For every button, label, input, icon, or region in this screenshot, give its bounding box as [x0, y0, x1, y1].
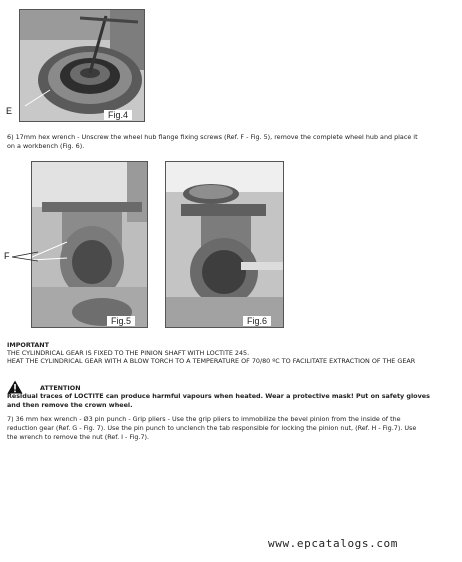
wheel-hub-on-workbench-illustration	[166, 162, 284, 328]
figure-6-caption: Fig.6	[243, 316, 271, 326]
callout-e: E	[6, 106, 13, 116]
callout-f-leaders	[8, 251, 38, 263]
figure-5-photo	[31, 161, 148, 328]
figure-6-photo	[165, 161, 284, 328]
figure-5-caption: Fig.5	[107, 316, 135, 326]
wheel-hub-illustration	[20, 10, 145, 122]
attention-title: ATTENTION	[40, 384, 81, 392]
callout-f: F	[4, 251, 10, 261]
website-watermark: www.epcatalogs.com	[268, 537, 399, 550]
attention-line1: Residual traces of LOCTITE can produce harmful vapours when heated. Wear a protective mask! Put on safety gloves	[7, 392, 430, 400]
step7-line2: reduction gear (Ref. G - Fig. 7). Use the pin punch to unclench the tab responsible for locking the pinion nut, (Ref. H - Fig.7). Use	[7, 424, 417, 432]
figure-4-caption: Fig.4	[104, 110, 132, 120]
step7-line3: the wrench to remove the nut (Ref. I - Fig.7).	[7, 433, 150, 441]
step6-line1: 6) 17mm hex wrench - Unscrew the wheel hub flange fixing screws (Ref. F - Fig. 5), remove the complete wheel hub and place it	[7, 133, 418, 141]
step7-line1: 7) 36 mm hex wrench - Ø3 pin punch - Grip pliers - Use the grip pliers to immobilize the bevel pinion from the inside of the	[7, 415, 401, 423]
figure-4-photo	[19, 9, 145, 122]
important-line1: THE CYLINDRICAL GEAR IS FIXED TO THE PINION SHAFT WITH LOCTITE 245.	[7, 349, 250, 357]
step6-line2: on a workbench (Fig. 6).	[7, 142, 85, 150]
important-line2: HEAT THE CYLINDRICAL GEAR WITH A BLOW TORCH TO A TEMPERATURE OF 70/80 ºC TO FACILITATE EXTRACTION OF THE GEAR	[7, 357, 416, 365]
reduction-gear-illustration	[32, 162, 148, 328]
important-title: IMPORTANT	[7, 341, 50, 349]
attention-line2: and then remove the crown wheel.	[7, 401, 133, 409]
